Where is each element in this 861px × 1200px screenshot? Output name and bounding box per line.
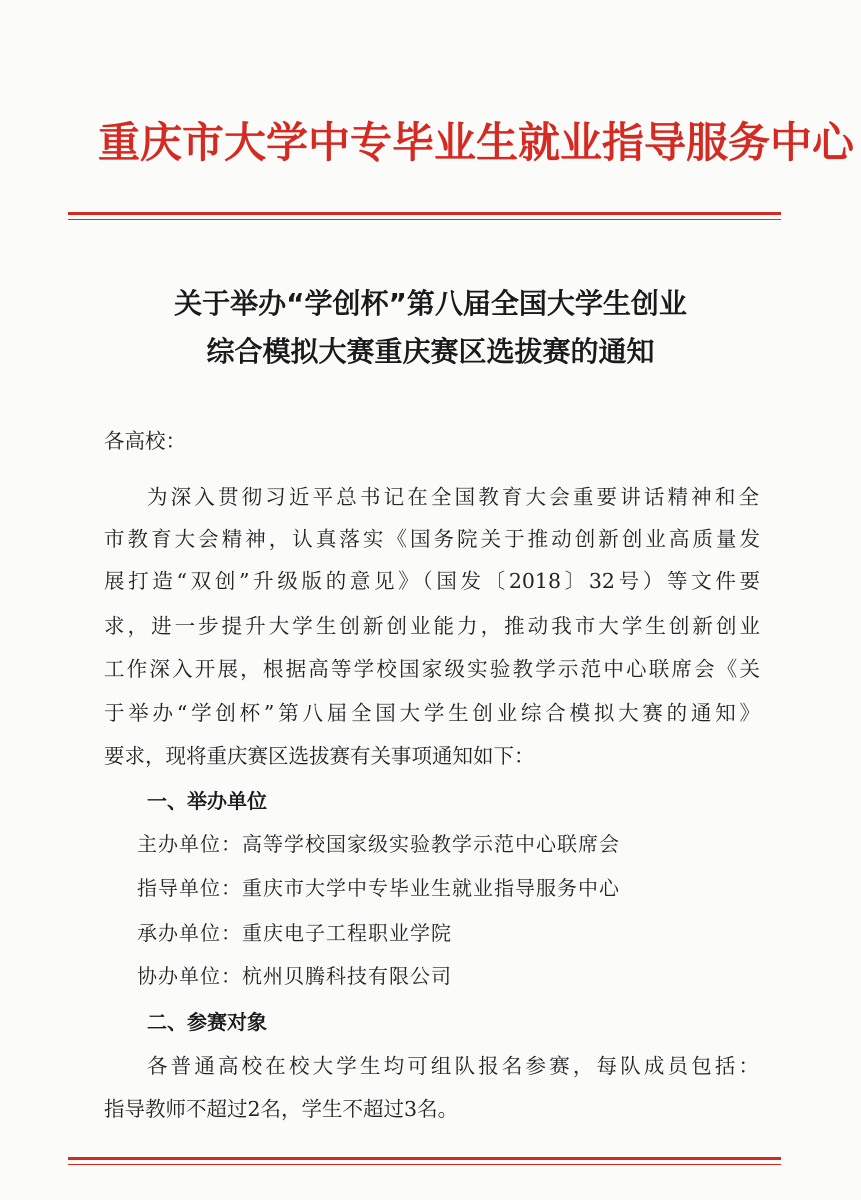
section-2-line: 指导教师不超过2名，学生不超过3名。: [104, 1097, 459, 1121]
intro-line: 求，进一步提升大学生创新创业能力，推动我市大学生创新创业: [104, 614, 760, 638]
footer-rule-thick: [68, 1157, 781, 1160]
section-2-line: 各普通高校在校大学生均可组队报名参赛，每队成员包括：: [147, 1054, 759, 1078]
intro-line: 展打造“双创”升级版的意见》（国发〔2018〕32号）等文件要: [104, 569, 760, 593]
letterhead-rule-thin: [68, 219, 781, 220]
org-row-value: 重庆市大学中专毕业生就业指导服务中心: [242, 876, 620, 900]
org-row-label: 承办单位：: [137, 921, 242, 945]
org-row-organizer: [137, 923, 452, 943]
org-row-co-organizer: [137, 966, 452, 986]
intro-line: 市教育大会精神，认真落实《国务院关于推动创新创业高质量发: [104, 527, 760, 551]
footer-rule-thin: [68, 1164, 781, 1165]
intro-line: 于举办“学创杯”第八届全国大学生创业综合模拟大赛的通知》: [104, 701, 760, 725]
letterhead-org-name: 重庆市大学中专毕业生就业指导服务中心: [98, 118, 855, 167]
salutation: 各高校：: [104, 429, 186, 453]
org-row-label: 指导单位：: [137, 876, 242, 900]
org-row-value: 重庆电子工程职业学院: [242, 921, 452, 945]
org-row-label: 协办单位：: [137, 964, 242, 988]
doc-title-line-1: 关于举办“学创杯”第八届全国大学生创业: [174, 287, 687, 320]
intro-line: 工作深入开展，根据高等学校国家级实验教学示范中心联席会《关: [104, 657, 760, 681]
letterhead-rule-thick: [68, 212, 781, 215]
intro-line: 要求，现将重庆赛区选拔赛有关事项通知如下：: [104, 744, 535, 768]
intro-line: 为深入贯彻习近平总书记在全国教育大会重要讲话精神和全: [147, 485, 759, 509]
org-row-guide: [137, 878, 620, 898]
doc-title-line-2: 综合模拟大赛重庆赛区选拔赛的通知: [206, 335, 655, 368]
org-row-host: [137, 834, 620, 854]
org-row-value: 高等学校国家级实验教学示范中心联席会: [242, 832, 620, 856]
org-row-value: 杭州贝腾科技有限公司: [242, 964, 452, 988]
section-2-heading: 二、参赛对象: [147, 1010, 267, 1034]
org-row-label: 主办单位：: [137, 832, 242, 856]
section-1-heading: 一、举办单位: [147, 789, 267, 813]
